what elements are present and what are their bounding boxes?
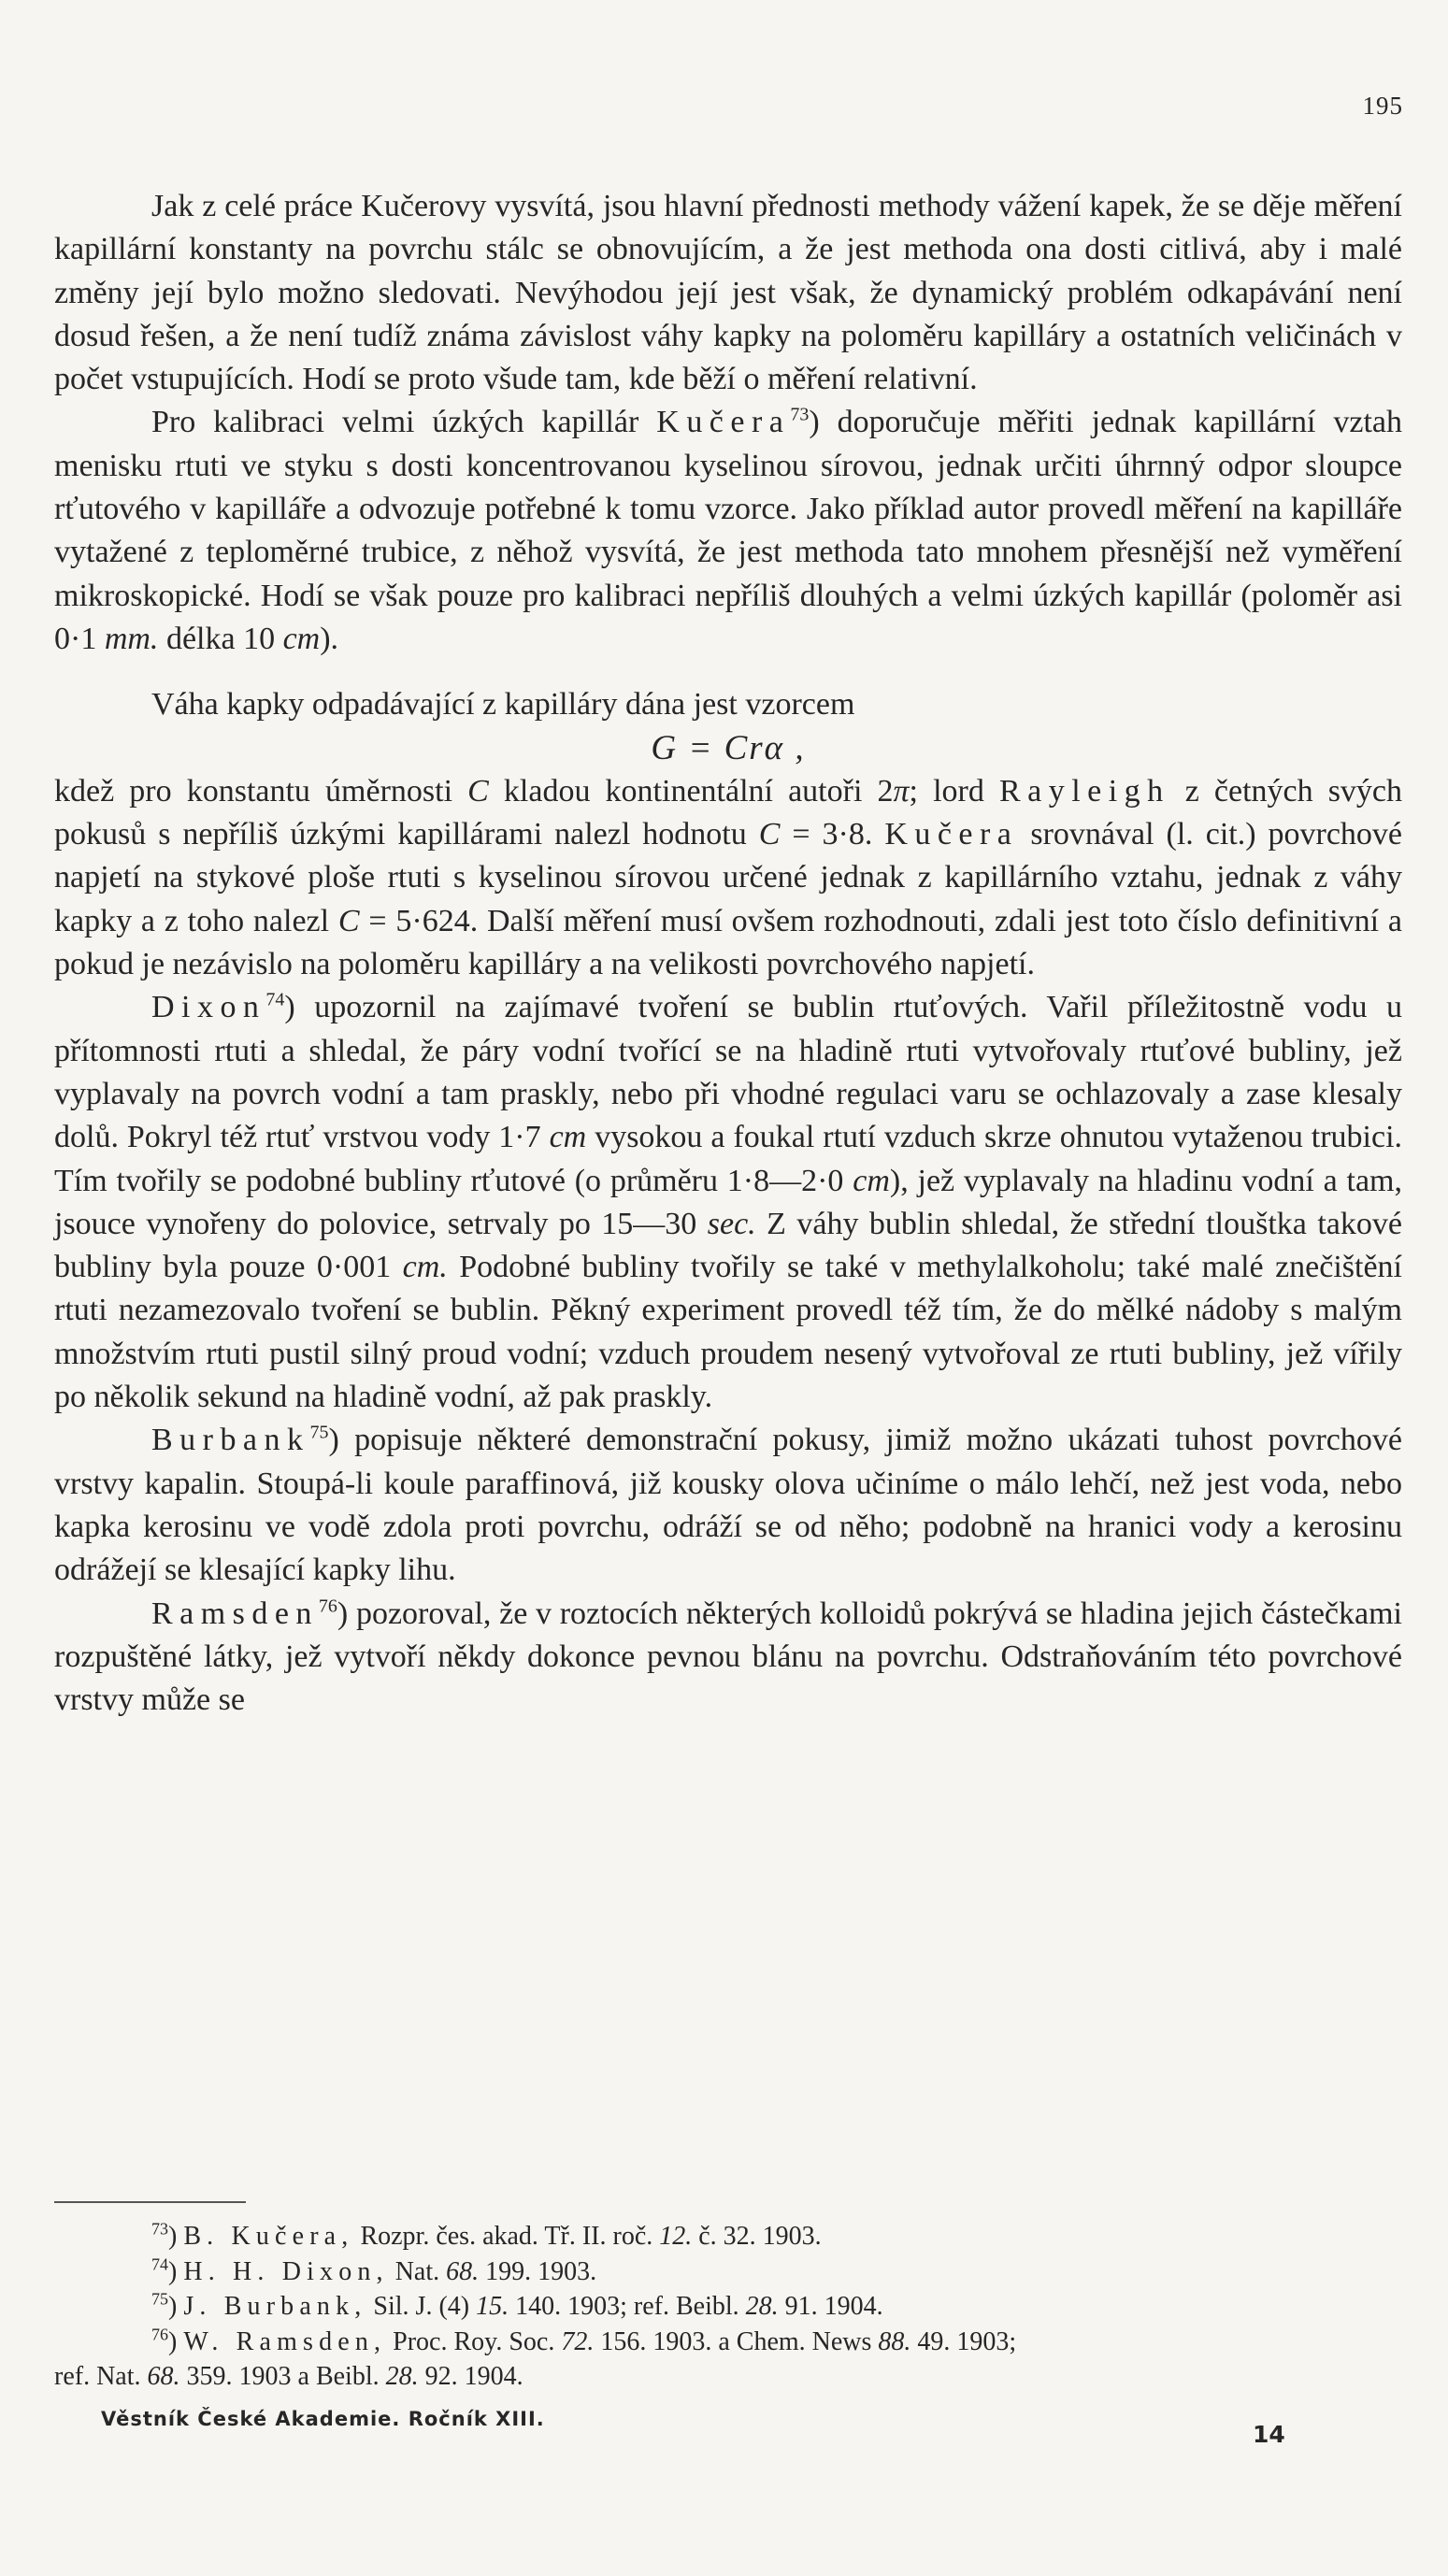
p5-text-e: Podobné bubliny tvořily se také v methylalkoholu; také malé znečištění rtuti nezamezovalo tvoření se bublin. Pěkný experiment provedl též tím, že do mělké nádoby s malým množstvím rtuti pustil silný proud vodní; vzduch proudem nesený vytvořoval ze rtuti bubliny, jež vířily po několik sekund na hladině vodní, až pak praskly. xyxy=(54,1250,1402,1415)
footnote-author: H. H. Dixon, xyxy=(183,2256,389,2286)
paragraph-1: Jak z celé práce Kučerovy vysvítá, jsou hlavní přednosti methody vážení kapek, že se děje měření kapillární konstanty na povrchu stálc se obnovujícím, a že jest methoda ona dosti citlivá, aby i malé změny její bylo možno sledovati. Nevýhodou její jest však, že dynamický problém odkapávání není dosud řešen, a že není tudíž známa závislost váhy kapky na poloměru kapilláry a ostatních veličinách v počet vstupujících. Hodí se proto všude tam, kde běží o měření relativní. xyxy=(54,189,1402,397)
p5-text-a: ) upozornil na zajímavé tvoření se bublin rtuťových. Vařil příležitostně vodu u přítomnosti rtuti a shledal, že páry vodní tvořící se na hladině rtuti vytvořovaly rtuťové bubliny, jež vyplavaly na povrch vodní a tam praskly, nebo při vhodné regulaci varu se ochlazovaly a zase klesaly dolů. Pokryl též rtuť vrstvou vody 1·7 xyxy=(54,990,1402,1155)
p4-text-b: kladou kontinentální autoři 2 xyxy=(503,773,894,809)
footnote-text: Rozpr. čes. akad. Tř. II. roč. xyxy=(360,2222,653,2251)
footnote-number: 75 xyxy=(151,2289,168,2309)
footnote-ref-74: 74 xyxy=(265,990,285,1011)
p2-text-c: délka 10 xyxy=(165,621,276,656)
paragraph-6 xyxy=(54,1419,1402,1592)
footnote-76-continued xyxy=(54,2359,1402,2395)
footnote-cont-text-2: 359. 1903 a Beibl. xyxy=(186,2362,380,2391)
footnote-ref-73: 73 xyxy=(790,405,810,426)
p4-text-f: srovnával (l. cit.) povrchové napjetí na stykové ploše rtuti s kyselinou sírovou určené jednak z kapillárního vztahu, jednak z váhy kapky a z toho nalezl xyxy=(54,817,1403,938)
symbol-c-1: C xyxy=(467,773,489,809)
p4-text-c: ; lord xyxy=(909,773,984,809)
symbol-pi: π xyxy=(893,773,910,809)
footnote-volume: 72. xyxy=(561,2326,595,2356)
footnote-volume-2: 28. xyxy=(745,2292,779,2321)
signature-mark: 14 xyxy=(1253,2421,1285,2448)
paragraph-7 xyxy=(54,1593,1402,1723)
footnote-volume: 15. xyxy=(476,2292,509,2321)
footnote-volume-2: 88. xyxy=(878,2326,911,2356)
unit-cm-2: cm xyxy=(853,1163,890,1198)
p5-text-c: ), jež vyplavaly na hladinu vodní a tam, jsouce vynořeny do polovice, setrvaly po 15—30 xyxy=(54,1163,1402,1241)
author-ramsden: Ramsden xyxy=(151,1596,319,1631)
p4-text-a: kdež pro konstantu úměrnosti xyxy=(54,773,453,809)
p7-text-a: ) pozoroval, že v roztocích některých kolloidů pokrývá se hladina jejich částečkami rozpuštěné látky, jež vytvoří někdy dokonce pevnou blánu na povrchu. Odstraňováním této povrchové vrstvy může se xyxy=(54,1596,1402,1718)
footnote-number: 76 xyxy=(151,2325,168,2344)
unit-sec: sec. xyxy=(707,1206,756,1241)
footnote-rest: č. 32. 1903. xyxy=(698,2222,822,2251)
footnote-number: 73 xyxy=(151,2219,168,2239)
unit-cm: cm xyxy=(282,621,321,656)
footnote-rest-2: 49. 1903; xyxy=(917,2326,1017,2356)
footnote-volume: 12. xyxy=(659,2222,693,2251)
symbol-c-2: C xyxy=(758,817,781,852)
footnote-author: B. Kučera, xyxy=(183,2222,354,2251)
footnote-divider xyxy=(54,2201,246,2203)
body-text xyxy=(54,185,1402,1722)
footnote-74: $^{74}$) H. H. Dixon, Nat. 68. 199. 1903. xyxy=(151,2254,597,2286)
footnotes xyxy=(54,2219,1402,2395)
p5-text-d: Z váhy bublin shledal, že střední tlouštka takové bubliny byla pouze 0·001 xyxy=(54,1206,1402,1285)
footnote-text: Sil. J. (4) xyxy=(373,2292,470,2321)
page-number: 195 xyxy=(1362,92,1403,120)
footnote-76: $^{76}$) W. Ramsden, Proc. Roy. Soc. 72. 156. 1903. a Chem. News 88. 49. 1903; xyxy=(151,2325,1017,2356)
p2-text-d: ). xyxy=(320,621,339,656)
paragraph-5 xyxy=(54,986,1402,1419)
footnote-rest-2: 91. 1904. xyxy=(784,2292,883,2321)
p5-text-b: vysokou a foukal rtutí vzduch skrze ohnutou vytaženou trubici. Tím tvořily se podobné bubliny rťutové (o průměru 1·8—2·0 xyxy=(54,1120,1403,1198)
journal-footer: Věstník České Akademie. Ročník XIII. xyxy=(101,2408,545,2430)
footnote-73: $^{73}$) B. Kučera, Rozpr. čes. akad. Tř. II. roč. 12. č. 32. 1903. xyxy=(151,2219,822,2251)
paragraph-2 xyxy=(54,401,1402,661)
unit-mm: mm. xyxy=(104,621,159,656)
unit-cm-3: cm. xyxy=(402,1250,448,1285)
footnote-ref-76: 76 xyxy=(318,1596,337,1617)
p6-text-a: ) popisuje některé demonstrační pokusy, jimiž možno ukázati tuhost povrchové vrstvy kapalin. Stoupá-li koule paraffinová, již kousky olova učiníme o málo lehčí, než jest voda, nebo kapka kerosinu ve vodě zdola proti povrchu, odráží se od něho; podobně na hranici vody a kerosinu odrážejí se klesající kapky lihu. xyxy=(54,1423,1402,1588)
footnote-volume: 68. xyxy=(446,2256,480,2286)
p2-text-b: ) doporučuje měřiti jednak kapillární vztah menisku rtuti ve styku s dosti koncentrovanou kyselinou sírovou, jednak určiti úhrnný odpor sloupce rťutového v kapilláře a odvozuje potřebné k tomu vzorce. Jako příklad autor provedl měření na kapilláře vytažené z teploměrné trubice, z něhož vysvítá, že jest methoda tato mnohem přesnější než vyměření mikroskopické. Hodí se však pouze pro kalibraci nepříliš dlouhých a velmi úzkých kapillár (poloměr asi 0·1 xyxy=(54,405,1403,656)
footnote-text: Proc. Roy. Soc. xyxy=(393,2326,555,2356)
footnote-author: W. Ramsden, xyxy=(183,2326,387,2356)
footnote-cont-text: ref. Nat. xyxy=(54,2362,141,2391)
unit-cm-1: cm xyxy=(549,1120,587,1155)
p4-text-d: z četných svých pokusů s nepříliš úzkými kapillárami nalezl hodnotu xyxy=(54,773,1403,852)
footnote-ref-75: 75 xyxy=(309,1422,329,1443)
p4-text-e: = 3·8. xyxy=(780,817,873,852)
paragraph-4 xyxy=(54,770,1402,986)
footnote-text: Nat. xyxy=(394,2256,440,2286)
formula: G = Crα , xyxy=(651,728,806,767)
footnote-cont-volume: 68. xyxy=(147,2362,180,2391)
paragraph-3: Váha kapky odpadávající z kapilláry dána jest vzorcem xyxy=(151,687,855,723)
footnote-cont-text-3: 92. 1904. xyxy=(424,2362,523,2391)
footnote-number: 74 xyxy=(151,2254,168,2274)
author-rayleigh: Rayleigh xyxy=(998,773,1170,809)
footnote-rest: 156. 1903. a Chem. News xyxy=(600,2326,872,2356)
author-burbank: Burbank xyxy=(151,1423,310,1458)
footnote-author: J. Burbank, xyxy=(183,2292,367,2321)
footnote-75: $^{75}$) J. Burbank, Sil. J. (4) 15. 140. 1903; ref. Beibl. 28. 91. 1904. xyxy=(151,2289,883,2321)
footnote-rest: 199. 1903. xyxy=(485,2256,597,2286)
p2-text-a: Pro kalibraci velmi úzkých kapillár xyxy=(151,405,639,440)
author-dixon: Dixon xyxy=(151,990,266,1025)
author-kucera-2: Kučera xyxy=(884,817,1019,852)
footnote-cont-volume-2: 28. xyxy=(385,2362,419,2391)
p4-text-g: = 5·624. Další měření musí ovšem rozhodnouti, zdali jest toto číslo definitivní a pokud je nezávislo na poloměru kapilláry a na velikosti povrchového napjetí. xyxy=(54,903,1403,982)
author-kucera: Kučera xyxy=(656,405,791,440)
footnote-rest: 140. 1903; ref. Beibl. xyxy=(515,2292,739,2321)
symbol-c-3: C xyxy=(337,903,360,938)
